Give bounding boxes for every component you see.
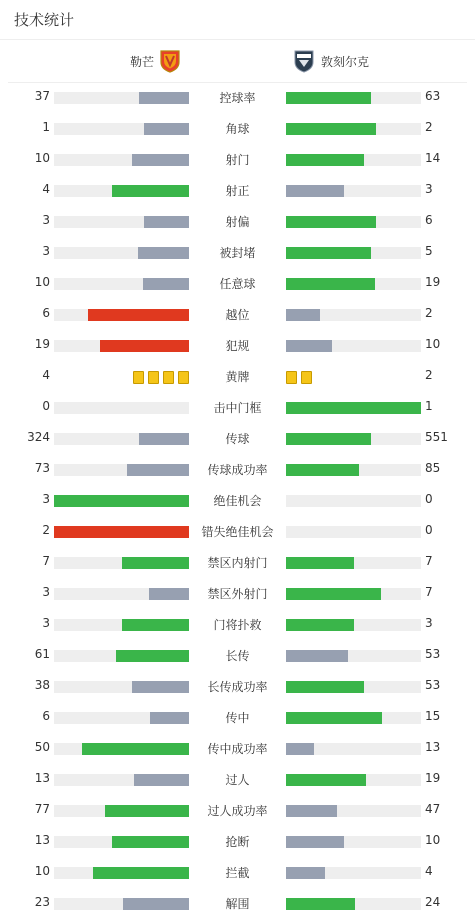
yellow-card-icon <box>286 371 297 384</box>
away-stat-value: 6 <box>425 213 433 227</box>
away-stat-bar-fill <box>286 712 382 724</box>
home-stat-bar <box>54 123 189 135</box>
stat-row <box>0 300 475 331</box>
away-stat-bar-fill <box>286 588 381 600</box>
away-stat-value: 0 <box>425 523 433 537</box>
away-stat-bar-fill <box>286 743 314 755</box>
home-stat-value: 6 <box>42 709 50 723</box>
header <box>0 0 475 40</box>
away-stat-value: 3 <box>425 616 433 630</box>
away-stat-bar <box>286 557 421 569</box>
yellow-card-icon <box>301 371 312 384</box>
home-stat-bar <box>54 619 189 631</box>
away-stat-value: 1 <box>425 399 433 413</box>
home-stat-bar <box>54 526 189 538</box>
home-stat-bar <box>54 92 189 104</box>
home-stat-bar-fill <box>54 526 189 538</box>
away-stat-bar <box>286 805 421 817</box>
away-stat-bar-fill <box>286 123 376 135</box>
stat-row <box>0 610 475 641</box>
home-stat-bar-fill <box>88 309 189 321</box>
home-yellow-cards <box>133 371 189 384</box>
stat-label: 角球 <box>225 122 250 136</box>
stat-row <box>0 517 475 548</box>
away-stat-bar <box>286 154 421 166</box>
away-stat-bar <box>286 681 421 693</box>
home-stat-bar-fill <box>112 836 189 848</box>
away-stat-bar <box>286 526 421 538</box>
stat-label: 传球成功率 <box>207 463 268 477</box>
yellow-card-icon <box>163 371 174 384</box>
home-stat-bar <box>54 712 189 724</box>
home-team[interactable] <box>130 49 182 73</box>
away-stat-bar-fill <box>286 92 371 104</box>
away-stat-value: 2 <box>425 306 433 320</box>
away-stat-value: 7 <box>425 554 433 568</box>
away-team-logo-icon <box>292 49 316 73</box>
away-stat-bar <box>286 247 421 259</box>
away-stat-value: 24 <box>425 895 441 909</box>
away-stat-bar <box>286 836 421 848</box>
away-stat-bar <box>286 650 421 662</box>
stat-row <box>0 734 475 765</box>
stat-label: 解围 <box>225 897 250 911</box>
home-stat-bar <box>54 402 189 414</box>
stat-label: 控球率 <box>219 91 256 105</box>
home-stat-bar-fill <box>116 650 189 662</box>
away-stat-bar-fill <box>286 805 337 817</box>
stat-row <box>0 424 475 455</box>
stat-label: 长传成功率 <box>207 680 268 694</box>
home-stat-bar-fill <box>82 743 189 755</box>
home-stat-bar <box>54 495 189 507</box>
home-stat-bar-fill <box>150 712 189 724</box>
home-stat-value: 73 <box>34 461 50 475</box>
home-stat-bar <box>54 557 189 569</box>
home-team-name: 勒芒 <box>129 54 154 69</box>
home-stat-value: 10 <box>34 864 50 878</box>
home-stat-bar <box>54 681 189 693</box>
yellow-card-icon <box>148 371 159 384</box>
away-stat-bar-fill <box>286 247 371 259</box>
home-stat-bar-fill <box>139 433 189 445</box>
away-stat-bar <box>286 495 421 507</box>
away-stat-bar-fill <box>286 185 344 197</box>
home-stat-bar-fill <box>149 588 190 600</box>
away-team-name: 敦刻尔克 <box>321 54 370 69</box>
away-stat-bar-fill <box>286 557 354 569</box>
home-stat-value: 4 <box>42 182 50 196</box>
away-stat-bar <box>286 774 421 786</box>
away-stat-bar-fill <box>286 836 344 848</box>
home-team-logo-icon <box>158 49 182 73</box>
home-stat-value: 50 <box>34 740 50 754</box>
home-stat-value: 77 <box>34 802 50 816</box>
stat-row <box>0 579 475 610</box>
stat-row <box>0 362 475 393</box>
home-stat-bar-fill <box>138 247 189 259</box>
stat-label: 禁区外射门 <box>207 587 268 601</box>
away-stat-value: 19 <box>425 275 441 289</box>
stat-label: 传中成功率 <box>207 742 268 756</box>
stat-row <box>0 176 475 207</box>
home-stat-bar-fill <box>127 464 189 476</box>
stats-list <box>0 83 475 920</box>
page-title: 技术统计 <box>14 11 75 29</box>
away-yellow-cards <box>286 371 312 384</box>
away-stat-bar-fill <box>286 681 364 693</box>
away-stat-value: 5 <box>425 244 433 258</box>
home-stat-value: 3 <box>42 585 50 599</box>
away-stat-value: 10 <box>425 337 441 351</box>
away-stat-value: 13 <box>425 740 441 754</box>
away-stat-bar <box>286 340 421 352</box>
stat-label: 门将扑救 <box>213 618 262 632</box>
away-stat-bar <box>286 588 421 600</box>
stat-row <box>0 548 475 579</box>
away-stat-bar <box>286 619 421 631</box>
home-stat-bar-fill <box>143 278 189 290</box>
away-stat-bar-fill <box>286 154 364 166</box>
away-stat-bar-fill <box>286 774 366 786</box>
home-stat-bar <box>54 247 189 259</box>
away-stat-bar <box>286 309 421 321</box>
teams-header <box>8 40 467 83</box>
stat-row <box>0 486 475 517</box>
stat-label: 过人成功率 <box>207 804 268 818</box>
home-stat-value: 3 <box>42 213 50 227</box>
away-stat-value: 15 <box>425 709 441 723</box>
stat-row <box>0 672 475 703</box>
home-stat-value: 13 <box>34 833 50 847</box>
stat-row <box>0 207 475 238</box>
home-stat-bar-fill <box>132 154 189 166</box>
home-stat-bar <box>54 185 189 197</box>
stat-row <box>0 393 475 424</box>
home-stat-bar <box>54 340 189 352</box>
home-stat-bar <box>54 588 189 600</box>
home-stat-value: 23 <box>34 895 50 909</box>
home-stat-bar <box>54 743 189 755</box>
home-stat-value: 3 <box>42 616 50 630</box>
home-stat-bar <box>54 898 189 910</box>
home-stat-value: 4 <box>42 368 50 382</box>
home-stat-value: 324 <box>27 430 50 444</box>
away-stat-bar-fill <box>286 619 354 631</box>
away-stat-bar-fill <box>286 278 375 290</box>
stat-label: 击中门框 <box>213 401 262 415</box>
home-stat-value: 3 <box>42 492 50 506</box>
away-stat-bar <box>286 867 421 879</box>
away-stat-value: 4 <box>425 864 433 878</box>
stat-label: 射门 <box>225 153 250 167</box>
stat-label: 抢断 <box>225 835 250 849</box>
stat-row <box>0 641 475 672</box>
home-stat-bar <box>54 805 189 817</box>
away-stat-value: 7 <box>425 585 433 599</box>
stat-row <box>0 889 475 920</box>
yellow-card-icon <box>133 371 144 384</box>
away-stat-bar <box>286 92 421 104</box>
home-stat-bar <box>54 650 189 662</box>
stat-label: 黄牌 <box>225 370 250 384</box>
home-stat-bar-fill <box>144 216 189 228</box>
away-team[interactable] <box>292 49 369 73</box>
stat-label: 长传 <box>225 649 250 663</box>
stat-label: 拦截 <box>225 866 250 880</box>
stat-label: 被封堵 <box>219 246 256 260</box>
home-stat-bar-fill <box>122 619 190 631</box>
home-stat-bar <box>54 154 189 166</box>
home-stat-value: 10 <box>34 151 50 165</box>
home-stat-value: 3 <box>42 244 50 258</box>
away-stat-bar-fill <box>286 433 371 445</box>
away-stat-value: 2 <box>425 120 433 134</box>
home-stat-value: 37 <box>34 89 50 103</box>
away-stat-bar <box>286 898 421 910</box>
away-stat-bar-fill <box>286 309 320 321</box>
stat-label: 犯规 <box>225 339 250 353</box>
home-stat-bar <box>54 867 189 879</box>
home-stat-value: 7 <box>42 554 50 568</box>
away-stat-value: 85 <box>425 461 441 475</box>
home-stat-bar-fill <box>132 681 189 693</box>
stat-label: 射正 <box>225 184 250 198</box>
home-stat-bar <box>54 774 189 786</box>
home-stat-bar-fill <box>144 123 189 135</box>
away-stat-value: 14 <box>425 151 441 165</box>
home-stat-bar-fill <box>93 867 189 879</box>
home-stat-bar <box>54 278 189 290</box>
stat-label: 任意球 <box>219 277 256 291</box>
away-stat-value: 47 <box>425 802 441 816</box>
away-stat-value: 3 <box>425 182 433 196</box>
stat-row <box>0 858 475 889</box>
stat-row <box>0 145 475 176</box>
home-stat-value: 10 <box>34 275 50 289</box>
away-stat-value: 19 <box>425 771 441 785</box>
home-stat-bar <box>54 836 189 848</box>
home-stat-bar-fill <box>134 774 189 786</box>
home-stat-bar-fill <box>122 557 190 569</box>
stat-label: 绝佳机会 <box>213 494 262 508</box>
away-stat-bar-fill <box>286 216 376 228</box>
home-stat-value: 0 <box>42 399 50 413</box>
away-stat-bar <box>286 464 421 476</box>
stat-label: 射偏 <box>225 215 250 229</box>
home-stat-bar-fill <box>112 185 189 197</box>
stat-label: 传中 <box>225 711 250 725</box>
away-stat-bar <box>286 743 421 755</box>
away-stat-bar-fill <box>286 464 359 476</box>
stat-label: 越位 <box>225 308 250 322</box>
home-stat-bar-fill <box>100 340 189 352</box>
away-stat-value: 53 <box>425 678 441 692</box>
home-stat-value: 38 <box>34 678 50 692</box>
stat-row <box>0 114 475 145</box>
away-stat-value: 10 <box>425 833 441 847</box>
home-stat-value: 6 <box>42 306 50 320</box>
away-stat-bar <box>286 123 421 135</box>
away-stat-bar <box>286 278 421 290</box>
stat-label: 错失绝佳机会 <box>201 525 274 539</box>
home-stat-bar <box>54 309 189 321</box>
stat-row <box>0 796 475 827</box>
home-stat-bar-fill <box>139 92 189 104</box>
stat-row <box>0 765 475 796</box>
stat-label: 过人 <box>225 773 250 787</box>
stat-row <box>0 83 475 114</box>
home-stat-bar <box>54 216 189 228</box>
yellow-card-icon <box>178 371 189 384</box>
stat-row <box>0 455 475 486</box>
home-stat-value: 2 <box>42 523 50 537</box>
away-stat-bar-fill <box>286 650 348 662</box>
away-stat-bar-fill <box>286 867 325 879</box>
stat-label: 传球 <box>225 432 250 446</box>
home-stat-bar <box>54 433 189 445</box>
home-stat-value: 19 <box>34 337 50 351</box>
home-stat-bar-fill <box>54 495 189 507</box>
away-stat-value: 0 <box>425 492 433 506</box>
away-stat-bar-fill <box>286 402 421 414</box>
away-stat-value: 551 <box>425 430 448 444</box>
stat-row <box>0 238 475 269</box>
home-stat-value: 1 <box>42 120 50 134</box>
away-stat-bar <box>286 433 421 445</box>
away-stat-bar-fill <box>286 340 332 352</box>
away-stat-bar <box>286 185 421 197</box>
stat-row <box>0 703 475 734</box>
away-stat-bar-fill <box>286 898 355 910</box>
away-stat-value: 63 <box>425 89 441 103</box>
home-stat-value: 13 <box>34 771 50 785</box>
away-stat-bar <box>286 712 421 724</box>
home-stat-bar <box>54 464 189 476</box>
stat-label: 禁区内射门 <box>207 556 268 570</box>
away-stat-bar <box>286 402 421 414</box>
home-stat-value: 61 <box>34 647 50 661</box>
away-stat-value: 53 <box>425 647 441 661</box>
stat-row <box>0 269 475 300</box>
away-stat-value: 2 <box>425 368 433 382</box>
stat-row <box>0 331 475 362</box>
home-stat-bar-fill <box>105 805 189 817</box>
home-stat-bar-fill <box>123 898 189 910</box>
away-stat-bar <box>286 216 421 228</box>
stat-row <box>0 827 475 858</box>
